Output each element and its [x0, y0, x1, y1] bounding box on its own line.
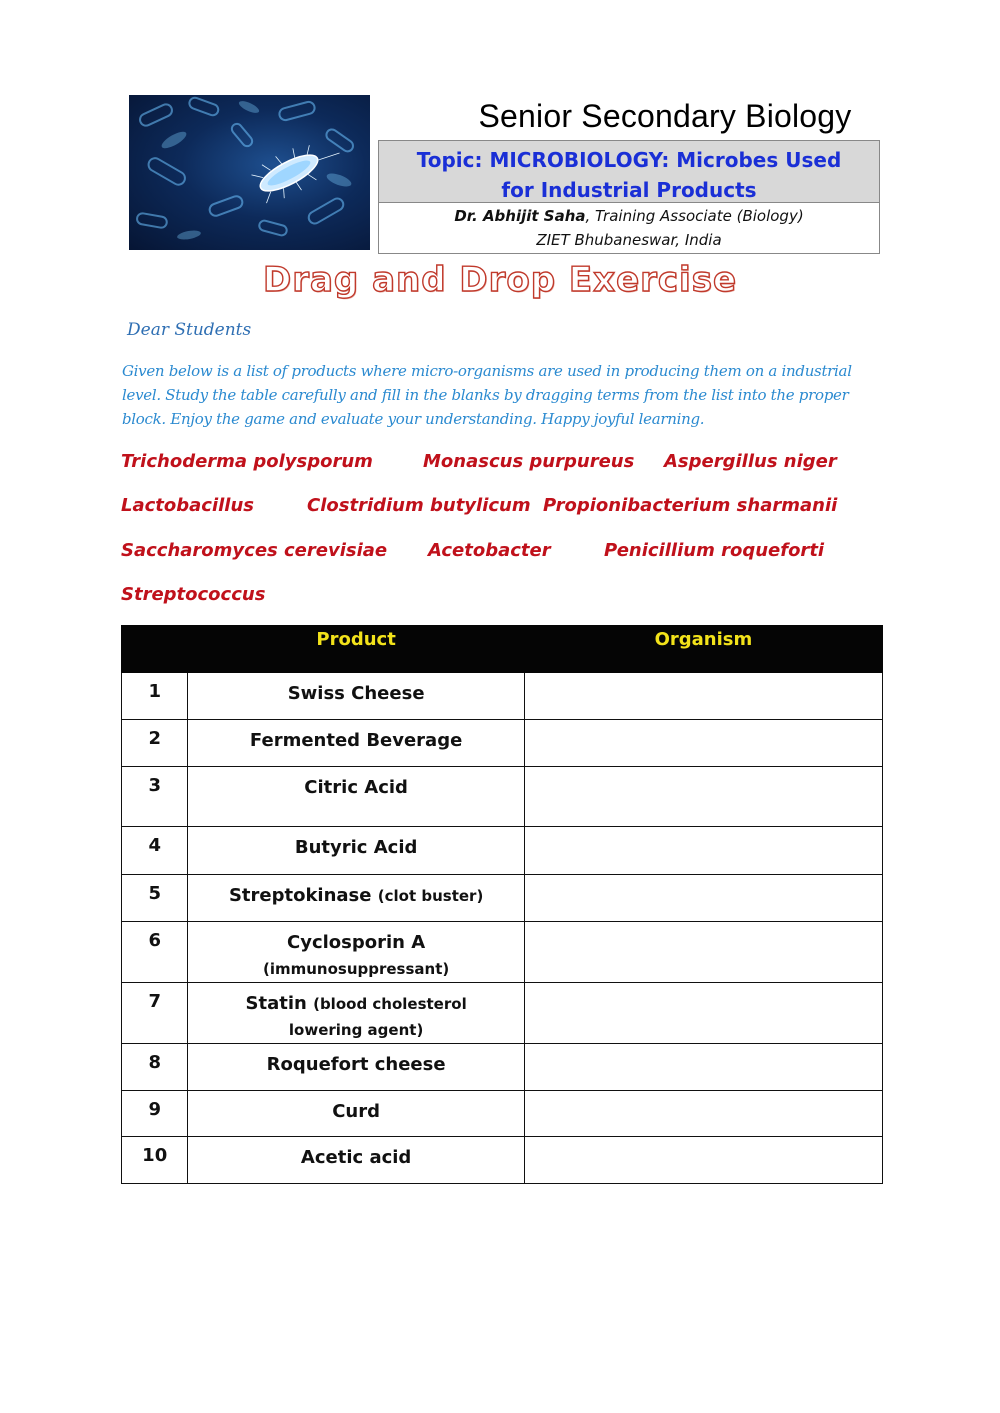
exercise-title: Drag and Drop Exercise — [262, 260, 738, 300]
organism-drop-zone[interactable] — [524, 673, 882, 720]
product-note: (clot buster) — [377, 887, 484, 905]
product-name: Swiss Cheese — [287, 683, 425, 704]
author-name: Dr. Abhijit Saha — [454, 207, 586, 225]
table-row — [122, 1044, 883, 1091]
organism-drop-zone[interactable] — [524, 767, 882, 827]
header-product: Product — [188, 626, 524, 673]
organism-drop-zone[interactable] — [524, 875, 882, 922]
draggable-term[interactable]: Clostridium butylicum — [307, 495, 531, 516]
topic-line-1: Topic: MICROBIOLOGY: Microbes Used — [416, 148, 842, 172]
row-number: 3 — [122, 767, 188, 827]
product-cell — [188, 922, 524, 983]
product-cell — [188, 673, 524, 720]
product-name: Streptokinase — [228, 885, 372, 906]
draggable-term[interactable]: Acetobacter — [428, 540, 551, 561]
product-organism-table — [121, 625, 883, 1184]
organism-drop-zone[interactable] — [524, 1137, 882, 1184]
organism-drop-zone[interactable] — [524, 1044, 882, 1091]
table-row — [122, 767, 883, 827]
product-name: Citric Acid — [304, 777, 408, 798]
header-organism: Organism — [524, 626, 882, 673]
product-cell — [188, 983, 524, 1044]
organism-drop-zone[interactable] — [524, 922, 882, 983]
row-number: 1 — [122, 673, 188, 720]
row-number: 9 — [122, 1091, 188, 1137]
row-number: 8 — [122, 1044, 188, 1091]
row-number: 5 — [122, 875, 188, 922]
table-row — [122, 673, 883, 720]
bacteria-illustration — [129, 95, 370, 250]
product-cell — [188, 767, 524, 827]
table-row — [122, 1137, 883, 1184]
product-note: (blood cholesterol lowering agent) — [288, 995, 467, 1039]
product-cell — [188, 1044, 524, 1091]
row-number: 7 — [122, 983, 188, 1044]
product-cell — [188, 1137, 524, 1184]
product-cell — [188, 1091, 524, 1137]
row-number: 6 — [122, 922, 188, 983]
author-role: , Training Associate (Biology) — [585, 207, 804, 225]
instructions: Given below is a list of products where micro-organisms are used in producing them on a industrial level. Study the table carefully and fill in the blanks by dragging terms from the list into the proper block. Enjoy the game and evaluate your understanding. Happy joyful learning. — [122, 362, 852, 428]
product-name: Statin — [245, 993, 307, 1014]
draggable-term[interactable]: Monascus purpureus — [423, 451, 635, 472]
draggable-term[interactable]: Trichoderma polysporum — [121, 451, 373, 472]
product-name: Butyric Acid — [294, 837, 418, 858]
table-row — [122, 827, 883, 875]
table-header-row — [122, 626, 883, 673]
row-number: 4 — [122, 827, 188, 875]
product-cell — [188, 875, 524, 922]
greeting: Dear Students — [127, 320, 252, 340]
product-name: Fermented Beverage — [249, 730, 463, 751]
organism-drop-zone[interactable] — [524, 983, 882, 1044]
table-row — [122, 875, 883, 922]
draggable-term[interactable]: Lactobacillus — [121, 495, 254, 516]
table-row — [122, 1091, 883, 1137]
product-cell — [188, 720, 524, 767]
organism-drop-zone[interactable] — [524, 1091, 882, 1137]
table-row — [122, 983, 883, 1044]
author-institute: ZIET Bhubaneswar, India — [536, 231, 722, 249]
topic-line-2: for Industrial Products — [501, 178, 757, 202]
author-line — [379, 204, 879, 228]
author-box — [378, 203, 880, 254]
product-name: Roquefort cheese — [266, 1054, 446, 1075]
draggable-term[interactable]: Aspergillus niger — [664, 451, 837, 472]
organism-drop-zone[interactable] — [524, 720, 882, 767]
row-number: 2 — [122, 720, 188, 767]
course-title: Senior Secondary Biology — [478, 98, 852, 134]
product-note: (immunosuppressant) — [262, 960, 450, 978]
organism-drop-zone[interactable] — [524, 827, 882, 875]
row-number: 10 — [122, 1137, 188, 1184]
draggable-term[interactable]: Propionibacterium sharmanii — [543, 495, 838, 516]
product-cell — [188, 827, 524, 875]
draggable-term[interactable]: Saccharomyces cerevisiae — [121, 540, 388, 561]
product-name: Acetic acid — [300, 1147, 412, 1168]
topic-box — [378, 140, 880, 203]
draggable-term[interactable]: Penicillium roqueforti — [604, 540, 825, 561]
header-number — [122, 626, 188, 673]
draggable-term[interactable]: Streptococcus — [121, 584, 266, 605]
table-row — [122, 922, 883, 983]
product-name: Curd — [332, 1101, 381, 1122]
table-row — [122, 720, 883, 767]
product-name: Cyclosporin A — [287, 932, 426, 953]
